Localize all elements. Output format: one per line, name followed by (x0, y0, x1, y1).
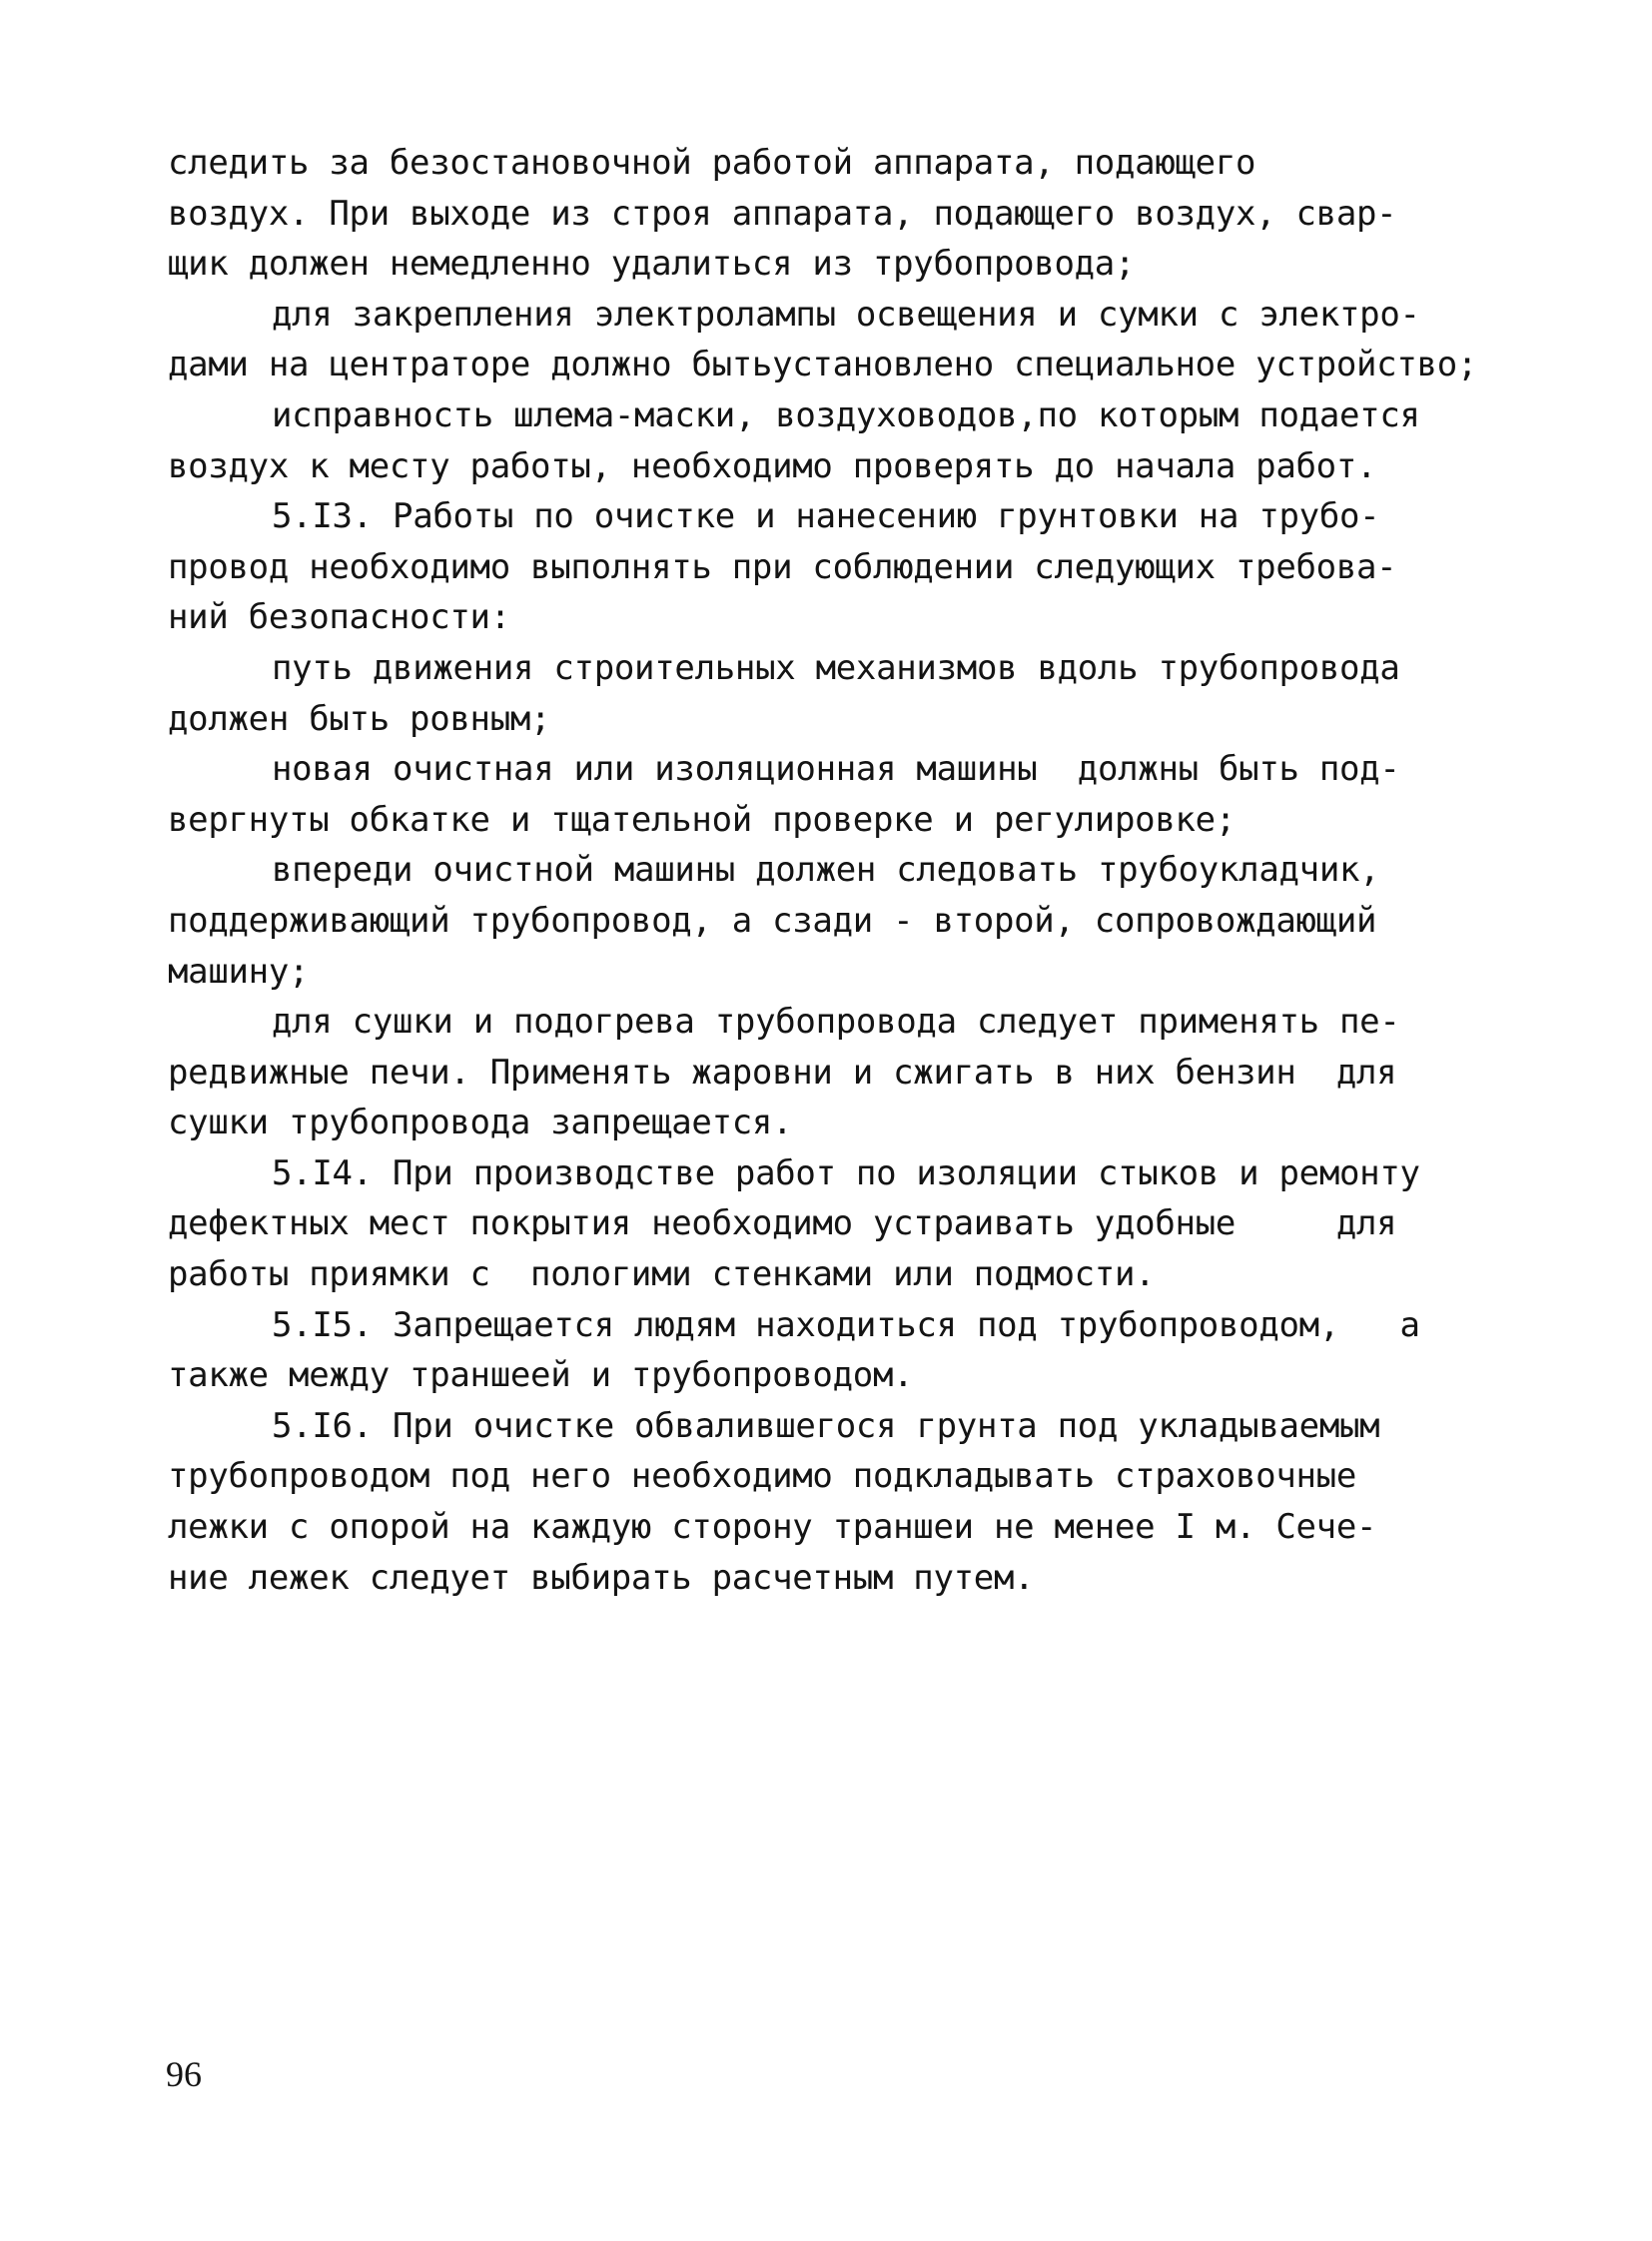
text-line: новая очистная или изоляционная машины должны быть под- (272, 749, 1400, 790)
text-line: воздух. При выходе из строя аппарата, подающего воздух, свар- (168, 193, 1397, 234)
text-line: исправность шлема-маски, воздуховодов,по которым подается (272, 394, 1420, 435)
text-line: 5.I6. При очистке обвалившегося грунта под укладываемым (272, 1405, 1380, 1446)
text-line: путь движения строительных механизмов вдоль трубопровода (272, 647, 1400, 688)
text-line: щик должен немедленно удалиться из трубопровода; (168, 244, 1136, 285)
text-line: редвижные печи. Применять жаровни и сжигать в них бензин для (168, 1052, 1397, 1093)
text-line: трубопроводом под него необходимо подкладывать страховочные (168, 1456, 1357, 1497)
text-line: поддерживающий трубопровод, а сзади - второй, сопровождающий (168, 900, 1377, 941)
text-line: 5.I4. При производстве работ по изоляции стыков и ремонту (272, 1152, 1420, 1193)
text-line: вергнуты обкатке и тщательной проверке и регулировке; (168, 799, 1236, 840)
text-line: должен быть ровным; (168, 698, 551, 739)
text-line: для сушки и подогрева трубопровода следует применять пе- (272, 1002, 1400, 1043)
text-line: дефектных мест покрытия необходимо устраивать удобные для (168, 1203, 1397, 1244)
text-line: для закрепления электролампы освещения и сумки с электро- (272, 294, 1420, 335)
text-line: провод необходимо выполнять при соблюдении следующих требова- (168, 546, 1397, 587)
text-line: дами на центраторе должно бытьустановлено специальное устройство; (168, 345, 1478, 385)
text-line: сушки трубопровода запрещается. (168, 1103, 793, 1143)
text-line: 5.I3. Работы по очистке и нанесению грунтовки на трубо- (272, 496, 1380, 537)
page-number: 96 (166, 2054, 202, 2094)
text-line: также между траншеей и трубопроводом. (168, 1355, 914, 1396)
text-line: 5.I5. Запрещается людям находиться под трубопроводом, а (272, 1304, 1420, 1345)
text-line: работы приямки с пологими стенками или подмости. (168, 1254, 1156, 1295)
text-line: впереди очистной машины должен следовать трубоукладчик, (272, 850, 1380, 891)
text-line: ний безопасности: (168, 597, 510, 638)
text-line: машину; (168, 951, 310, 992)
text-line: воздух к месту работы, необходимо проверять до начала работ. (168, 445, 1377, 486)
body-text (168, 138, 1496, 1603)
text-line: следить за безостановочной работой аппарата, подающего (168, 143, 1256, 183)
text-line: ние лежек следует выбирать расчетным путем. (168, 1557, 1035, 1598)
text-line: лежки с опорой на каждую сторону траншеи не менее I м. Сече- (168, 1507, 1377, 1548)
